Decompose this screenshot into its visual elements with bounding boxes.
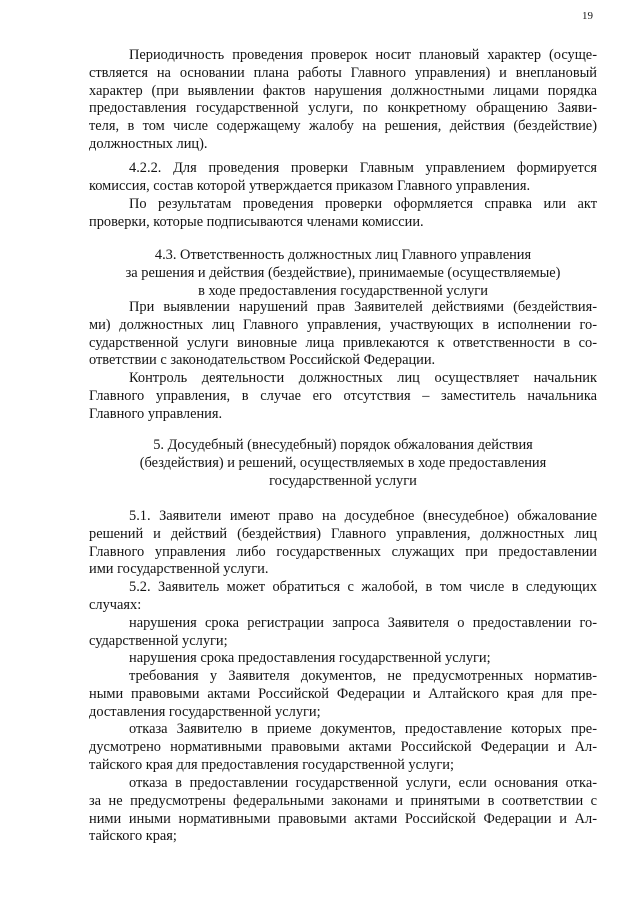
paragraph-4-2-2: 4.2.2. Для проведения проверки Главным управлением формируется комиссия, состав которой утверждается приказом Главного управления. bbox=[89, 160, 597, 194]
paragraph-5-1: 5.1. Заявители имеют право на досудебное (внесудебное) обжалование решений и действий (бездействия) Главного управления, должностных лиц Главного управления либо государственных служащих при предоставлении ими государственной услуги. bbox=[89, 508, 597, 578]
paragraph-inspection-periodicity: Периодичность проведения проверок носит плановый характер (осуще- ствляется на основании плана работы Главного управления) и внеплановый характер (при выявлении фактов нарушения должностными лицами порядка предоставления государственной услуги, по конкретному обращению Заяви- теля, в том числе содержащему жалобу на решения, действия (бездействие) должностных лиц). bbox=[89, 47, 597, 152]
paragraph-control: Контроль деятельности должностных лиц осуществляет начальник Главного управления, в случае его отсутствия – заместитель начальника Главного управления. bbox=[89, 370, 597, 422]
paragraph-responsibility: При выявлении нарушений прав Заявителей действиями (бездействия- ми) должностных лиц Главного управления, участвующих в исполнении го- сударственной услуги виновные лица привлекаются к ответственности в со- ответствии с законодательством Российской Федерации. bbox=[89, 299, 597, 369]
list-item: отказа в предоставлении государственной услуги, если основания отка- за не предусмотрены федеральными законами и принятыми в соответствии с ними иными нормативными правовыми актами Российской Федерации и Ал- тайского края; bbox=[89, 775, 597, 845]
paragraph-5-2: 5.2. Заявитель может обратиться с жалобой, в том числе в следующих случаях: bbox=[89, 579, 597, 613]
list-item: нарушения срока предоставления государственной услуги; bbox=[129, 650, 491, 666]
list-item: отказа Заявителю в приеме документов, предоставление которых пре- дусмотрено нормативными правовыми актами Российской Федерации и Ал- тайского края для предоставления государственной услуги; bbox=[89, 721, 597, 773]
page-number: 19 bbox=[582, 10, 593, 22]
section-heading-5: 5. Досудебный (внесудебный) порядок обжалования действия (бездействия) и решений, осуществляемых в ходе предоставления государственной услуги bbox=[139, 437, 547, 489]
list-item: нарушения срока регистрации запроса Заявителя о предоставлении го- сударственной услуги; bbox=[89, 615, 597, 649]
section-heading-4-3: 4.3. Ответственность должностных лиц Главного управления за решения и действия (бездействие), принимаемые (осуществляемые) в ходе предоставления государственной услуги bbox=[125, 247, 561, 299]
list-item: требования у Заявителя документов, не предусмотренных норматив- ными правовыми актами Российской Федерации и Алтайского края для пре- доставления государственной услуги; bbox=[89, 668, 597, 720]
paragraph-inspection-results: По результатам проведения проверки оформляется справка или акт проверки, которые подписываются членами комиссии. bbox=[89, 196, 597, 230]
